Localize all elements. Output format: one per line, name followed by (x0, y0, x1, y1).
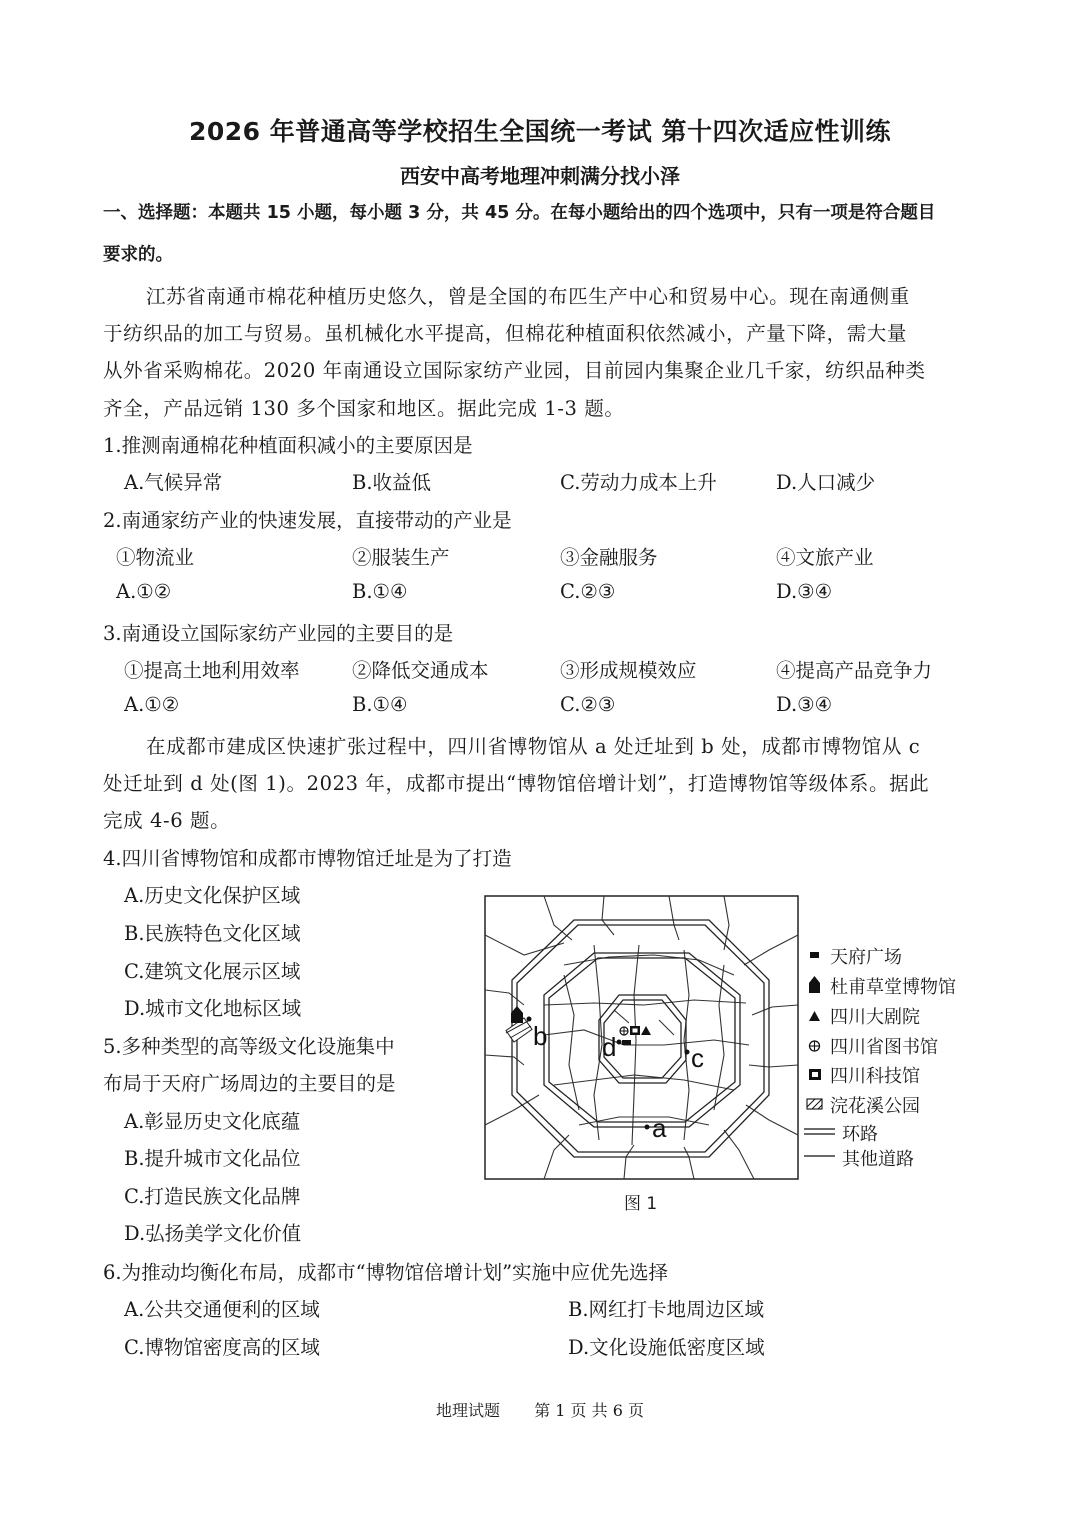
passage-line: 处迁址到 d 处(图 1)。2023 年，成都市提出“博物馆倍增计划”，打造博物馆等级体系。据此 (103, 772, 930, 795)
point-d-dot (617, 1040, 622, 1045)
q5-option-c: C.打造民族文化品牌 (124, 1185, 301, 1208)
label-d: d (602, 1032, 617, 1062)
q4-option-c: C.建筑文化展示区域 (124, 960, 301, 983)
q3-item-4: ④提高产品竞争力 (776, 659, 933, 682)
theatre-marker (641, 1026, 651, 1035)
crosshair-icon (810, 1041, 820, 1051)
legend-label: 四川科技馆 (830, 1066, 920, 1087)
q3-option-a: A.①② (124, 693, 180, 716)
q4-option-b: B.民族特色文化区域 (124, 922, 301, 945)
q4-option-a: A.历史文化保护区域 (124, 884, 301, 907)
passage-line: 完成 4-6 题。 (103, 809, 231, 832)
question-1-stem: 1.推测南通棉花种植面积减小的主要原因是 (103, 434, 473, 457)
q2-item-1: ①物流业 (116, 546, 195, 569)
building-icon (809, 976, 820, 993)
q3-option-c: C.②③ (560, 693, 616, 716)
q3-option-b: B.①④ (352, 693, 408, 716)
other-roads (485, 896, 798, 1179)
q3-option-d: D.③④ (776, 693, 833, 716)
label-b: b (533, 1021, 548, 1051)
q2-option-d: D.③④ (776, 580, 833, 603)
question-3-stem: 3.南通设立国际家纺产业园的主要目的是 (103, 622, 454, 645)
passage-line: 齐全，产品远销 130 多个国家和地区。据此完成 1-3 题。 (103, 397, 625, 420)
q6-option-c: C.博物馆密度高的区域 (124, 1336, 320, 1359)
q6-option-a: A.公共交通便利的区域 (124, 1298, 320, 1321)
exam-title: 2026 年普通高等学校招生全国统一考试 第十四次适应性训练 (189, 117, 891, 146)
q1-option-b: B.收益低 (352, 471, 432, 494)
q3-item-1: ①提高土地利用效率 (124, 659, 300, 682)
q5-option-b: B.提升城市文化品位 (124, 1147, 301, 1170)
legend-line-icons (803, 1122, 837, 1162)
legend-label: 其他道路 (842, 1149, 914, 1170)
tianfu-square-marker (622, 1040, 631, 1045)
point-b-dot (527, 1017, 532, 1022)
question-5-stem: 5.多种类型的高等级文化设施集中 (103, 1035, 395, 1058)
science-museum-marker (630, 1026, 640, 1035)
label-a: a (652, 1113, 667, 1143)
q1-option-a: A.气候异常 (124, 471, 223, 494)
passage-line: 江苏省南通市棉花种植历史悠久，曾是全国的布匹生产中心和贸易中心。现在南通侧重 (146, 285, 910, 308)
chengdu-map (484, 895, 800, 1181)
q2-item-3: ③金融服务 (560, 546, 658, 569)
dufu-museum-marker (511, 1006, 523, 1023)
label-c: c (691, 1043, 704, 1073)
legend-label: 浣花溪公园 (830, 1096, 920, 1117)
hatched-rect-icon (807, 1099, 822, 1109)
q3-item-2: ②降低交通成本 (352, 659, 489, 682)
legend-label: 环路 (842, 1124, 878, 1145)
section-instruction: 一、选择题：本题共 15 小题，每小题 3 分，共 45 分。在每小题给出的四个选项中，只有一项是符合题目 (103, 203, 936, 223)
question-6-stem: 6.为推动均衡化布局，成都市“博物馆倍增计划”实施中应优先选择 (103, 1261, 669, 1284)
point-c-dot (685, 1050, 690, 1055)
q6-option-d: D.文化设施低密度区域 (568, 1336, 765, 1359)
q1-option-c: C.劳动力成本上升 (560, 471, 717, 494)
q2-option-a: A.①② (116, 580, 172, 603)
legend-label: 天府广场 (830, 947, 902, 968)
point-a-dot (645, 1125, 650, 1130)
double-line-icon (804, 1129, 835, 1134)
exam-subtitle: 西安中高考地理冲刺满分找小泽 (400, 164, 680, 188)
q4-option-d: D.城市文化地标区域 (124, 997, 302, 1020)
legend-label: 四川大剧院 (830, 1007, 920, 1028)
q5-option-d: D.弘扬美学文化价值 (124, 1222, 302, 1245)
section-instruction-cont: 要求的。 (103, 245, 173, 265)
footer-subject: 地理试题 (436, 1401, 501, 1420)
library-marker (620, 1027, 628, 1035)
passage-line: 于纺织品的加工与贸易。虽机械化水平提高，但棉花种植面积依然减小，产量下降，需大量 (103, 322, 908, 345)
q2-item-4: ④文旅产业 (776, 546, 874, 569)
triangle-icon (809, 1011, 820, 1021)
question-4-stem: 4.四川省博物馆和成都市博物馆迁址是为了打造 (103, 847, 512, 870)
q5-option-a: A.彰显历史文化底蕴 (124, 1110, 301, 1133)
q6-option-b: B.网红打卡地周边区域 (568, 1298, 765, 1321)
q3-item-3: ③形成规模效应 (560, 659, 697, 682)
map-frame (485, 896, 798, 1179)
question-5-stem-cont: 布局于天府广场周边的主要目的是 (103, 1072, 396, 1095)
framed-square-icon (809, 1069, 821, 1080)
square-icon (810, 952, 819, 958)
question-2-stem: 2.南通家纺产业的快速发展，直接带动的产业是 (103, 509, 512, 532)
figure-caption: 图 1 (624, 1194, 658, 1214)
legend-label: 四川省图书馆 (830, 1037, 938, 1058)
q2-item-2: ②服装生产 (352, 546, 450, 569)
q2-option-b: B.①④ (352, 580, 408, 603)
passage-line: 在成都市建成区快速扩张过程中，四川省博物馆从 a 处迁址到 b 处，成都市博物馆从 c (146, 735, 921, 758)
legend-label: 杜甫草堂博物馆 (830, 977, 956, 998)
passage-line: 从外省采购棉花。2020 年南通设立国际家纺产业园，目前园内集聚企业几千家，纺织品种类 (103, 359, 926, 382)
footer-page-number: 第 1 页 共 6 页 (534, 1401, 644, 1420)
q1-option-d: D.人口减少 (776, 471, 876, 494)
q2-option-c: C.②③ (560, 580, 616, 603)
page-footer (0, 1398, 1080, 1421)
